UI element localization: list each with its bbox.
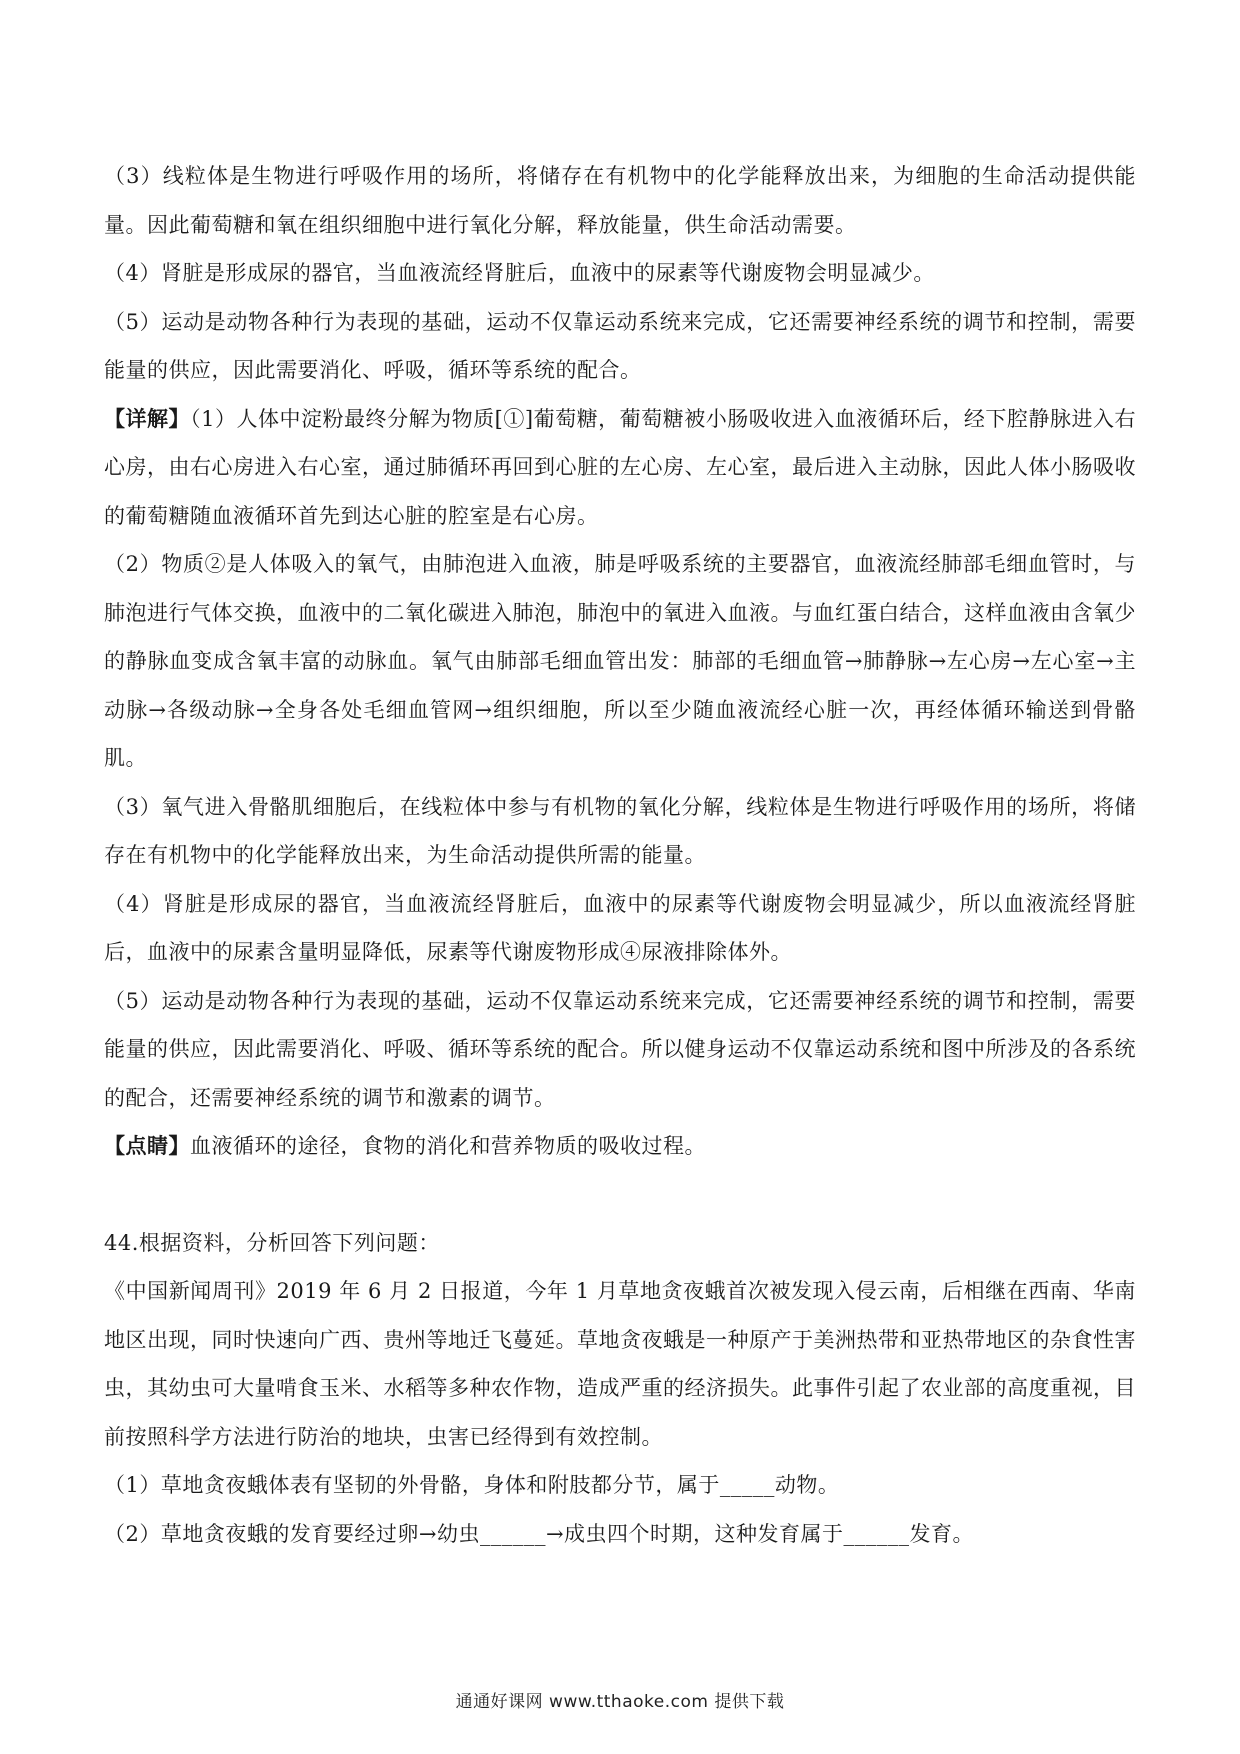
detail-paragraph-3: （3）氧气进入骨骼肌细胞后，在线粒体中参与有机物的氧化分解，线粒体是生物进行呼吸作用的场所，将储存在有机物中的化学能释放出来，为生命活动提供所需的能量。 [104,794,1136,867]
detail-paragraph-2: （2）物质②是人体吸入的氧气，由肺泡进入血液，肺是呼吸系统的主要器官，血液流经肺部毛细血管时，与肺泡进行气体交换，血液中的二氧化碳进入肺泡，肺泡中的氧进入血液。与血红蛋白结合，这样血液由含氧少的静脉血变成含氧丰富的动脉血。氧气由肺部毛细血管出发：肺部的毛细血管→肺静脉→左心房→左心室→主动脉→各级动脉→全身各处毛细血管网→组织细胞，所以至少随血液流经心脏一次，再经体循环输送到骨骼肌。 [104,552,1136,770]
comment-paragraph [104,1122,1136,1171]
comment-text: 血液循环的途径，食物的消化和营养物质的吸收过程。 [190,1134,706,1158]
page-footer: 通通好课网 www.tthaoke.com 提供下载 [455,1692,785,1712]
section-gap [104,1171,1136,1219]
question-44-part-1: （1）草地贪夜蛾体表有坚韧的外骨骼，身体和附肢都分节，属于_____动物。 [104,1473,840,1497]
detail-text-1: （1）人体中淀粉最终分解为物质[①]葡萄糖，葡萄糖被小肠吸收进入血液循环后，经下腔静脉进入右心房，由右心房进入右心室，通过肺循环再回到心脏的左心房、左心室，最后进入主动脉，因此人体小肠吸收的葡萄糖随血液循环首先到达心脏的腔室是右心房。 [104,406,1136,528]
analysis-paragraph-3: （3）线粒体是生物进行呼吸作用的场所，将储存在有机物中的化学能释放出来，为细胞的生命活动提供能量。因此葡萄糖和氧在组织细胞中进行氧化分解，释放能量，供生命活动需要。 [104,164,1136,237]
detail-paragraph-4: （4）肾脏是形成尿的器官，当血液流经肾脏后，血液中的尿素等代谢废物会明显减少，所以血液流经肾脏后，血液中的尿素含量明显降低，尿素等代谢废物形成④尿液排除体外。 [104,891,1136,964]
detail-label: 【详解】 [104,405,191,431]
detail-paragraph-5: （5）运动是动物各种行为表现的基础，运动不仅靠运动系统来完成，它还需要神经系统的调节和控制，需要能量的供应，因此需要消化、呼吸、循环等系统的配合。所以健身运动不仅靠运动系统和图中所涉及的各系统的配合，还需要神经系统的调节和激素的调节。 [104,988,1136,1110]
comment-label: 【点睛】 [104,1133,190,1158]
question-44-material: 《中国新闻周刊》2019 年 6 月 2 日报道，今年 1 月草地贪夜蛾首次被发现入侵云南，后相继在西南、华南地区出现，同时快速向广西、贵州等地迁飞蔓延。草地贪夜蛾是一种原产于美洲热带和亚热带地区的杂食性害虫，其幼虫可大量啃食玉米、水稻等多种农作物，造成严重的经济损失。此事件引起了农业部的高度重视，目前按照科学方法进行防治的地块，虫害已经得到有效控制。 [104,1279,1136,1449]
question-44-title: 44.根据资料，分析回答下列问题： [104,1230,440,1255]
question-44-part-2: （2）草地贪夜蛾的发育要经过卵→幼虫______→成虫四个时期，这种发育属于______发育。 [104,1521,975,1546]
analysis-paragraph-5: （5）运动是动物各种行为表现的基础，运动不仅靠运动系统来完成，它还需要神经系统的调节和控制，需要能量的供应，因此需要消化、呼吸，循环等系统的配合。 [104,309,1136,382]
detail-paragraph-1 [104,395,1136,541]
analysis-paragraph-4: （4）肾脏是形成尿的器官，当血液流经肾脏后，血液中的尿素等代谢废物会明显减少。 [104,261,935,285]
document-body [104,152,1136,1558]
